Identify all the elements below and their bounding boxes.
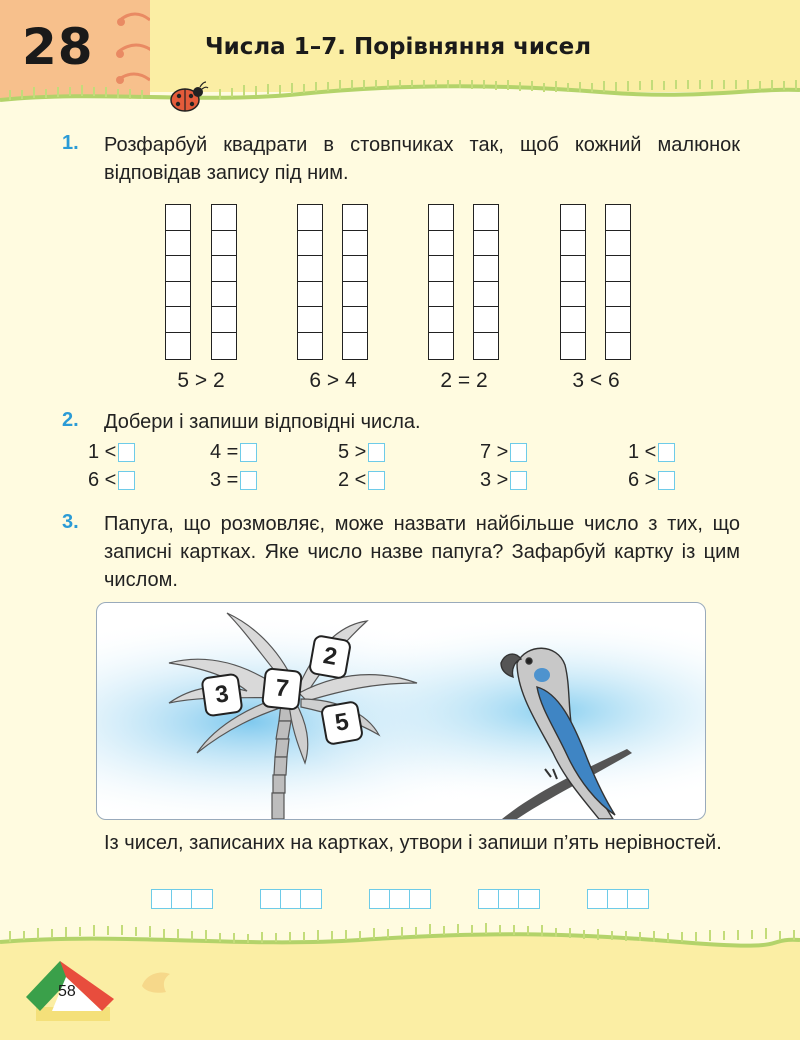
square-column (560, 204, 586, 360)
answer-triple-box[interactable] (260, 889, 322, 909)
grass-border-bottom (0, 918, 800, 958)
comparison-item: 3 = (210, 468, 257, 492)
comparison-item: 5 > (338, 440, 385, 464)
color-square[interactable] (343, 282, 367, 308)
comparison-item: 1 < (88, 440, 135, 464)
page-number: 58 (58, 983, 76, 1000)
color-square[interactable] (561, 282, 585, 308)
color-square[interactable] (561, 333, 585, 359)
grass-border-top (0, 80, 800, 108)
color-square[interactable] (298, 205, 322, 231)
color-square[interactable] (561, 307, 585, 333)
comparison-item: 1 < (628, 440, 675, 464)
leaf-decor-icon (138, 968, 174, 998)
color-square[interactable] (212, 333, 236, 359)
task2-text: Добери і запиши відповідні числа. (104, 411, 421, 433)
answer-box[interactable] (658, 443, 675, 462)
color-square[interactable] (606, 205, 630, 231)
color-square[interactable] (429, 282, 453, 308)
task1-expression: 5 > 2 (177, 369, 225, 392)
color-square[interactable] (474, 256, 498, 282)
color-square[interactable] (343, 231, 367, 257)
answer-box[interactable] (118, 471, 135, 490)
task1-expression: 6 > 4 (309, 369, 357, 392)
color-square[interactable] (606, 282, 630, 308)
color-square[interactable] (298, 231, 322, 257)
square-column (605, 204, 631, 360)
color-square[interactable] (166, 205, 190, 231)
square-column (165, 204, 191, 360)
number-card[interactable]: 3 (200, 673, 243, 718)
color-square[interactable] (298, 307, 322, 333)
lesson-title: Числа 1–7. Порівняння чисел (205, 34, 592, 60)
color-square[interactable] (212, 231, 236, 257)
answer-triple-box[interactable] (151, 889, 213, 909)
comparison-item: 7 > (480, 440, 527, 464)
answer-box[interactable] (658, 471, 675, 490)
color-square[interactable] (429, 256, 453, 282)
color-square[interactable] (298, 256, 322, 282)
comparison-item: 6 > (628, 468, 675, 492)
task4-text: Із чисел, записаних на картках, утвори і запиши п’ять нерівностей. (104, 832, 722, 854)
answer-triple-box[interactable] (478, 889, 540, 909)
color-square[interactable] (429, 231, 453, 257)
answer-box[interactable] (118, 443, 135, 462)
answer-box[interactable] (368, 471, 385, 490)
color-square[interactable] (606, 256, 630, 282)
color-square[interactable] (166, 307, 190, 333)
color-square[interactable] (474, 307, 498, 333)
color-square[interactable] (606, 307, 630, 333)
illustration-art (97, 603, 705, 819)
color-square[interactable] (429, 333, 453, 359)
comparison-item: 2 < (338, 468, 385, 492)
answer-box[interactable] (240, 471, 257, 490)
color-square[interactable] (212, 205, 236, 231)
color-square[interactable] (474, 282, 498, 308)
square-column (211, 204, 237, 360)
color-square[interactable] (474, 205, 498, 231)
square-column (297, 204, 323, 360)
comparison-item: 4 = (210, 440, 257, 464)
color-square[interactable] (343, 307, 367, 333)
square-column (342, 204, 368, 360)
answer-box[interactable] (368, 443, 385, 462)
answer-box[interactable] (510, 471, 527, 490)
color-square[interactable] (166, 333, 190, 359)
answer-box[interactable] (510, 443, 527, 462)
color-square[interactable] (343, 256, 367, 282)
color-square[interactable] (212, 307, 236, 333)
color-square[interactable] (474, 231, 498, 257)
task1-expression: 2 = 2 (440, 369, 488, 392)
color-square[interactable] (606, 333, 630, 359)
color-square[interactable] (606, 231, 630, 257)
color-square[interactable] (343, 205, 367, 231)
task1-number: 1. (62, 132, 79, 154)
task3-text: Папуга, що розмовляє, може назвати найбільше число з тих, що записні картках. Яке число назве папуга? Зафарбуй картку із цим числом. (104, 513, 740, 591)
color-square[interactable] (561, 231, 585, 257)
color-square[interactable] (429, 307, 453, 333)
color-square[interactable] (212, 282, 236, 308)
task1-text: Розфарбуй квадрати в стовпчиках так, щоб кожний малюнок відповідав запису під ним. (104, 134, 740, 184)
number-card[interactable]: 5 (320, 700, 364, 746)
color-square[interactable] (561, 256, 585, 282)
ladybug-icon (165, 80, 209, 114)
color-square[interactable] (298, 282, 322, 308)
number-card[interactable]: 2 (308, 634, 352, 680)
square-column (428, 204, 454, 360)
number-card[interactable]: 7 (261, 667, 303, 711)
color-square[interactable] (298, 333, 322, 359)
square-column (473, 204, 499, 360)
palm-parrot-illustration (96, 602, 706, 820)
task2-number: 2. (62, 409, 79, 431)
comparison-item: 6 < (88, 468, 135, 492)
color-square[interactable] (166, 231, 190, 257)
color-square[interactable] (474, 333, 498, 359)
color-square[interactable] (429, 205, 453, 231)
color-square[interactable] (212, 256, 236, 282)
answer-triple-box[interactable] (369, 889, 431, 909)
task3-number: 3. (62, 511, 79, 533)
lesson-number: 28 (22, 18, 94, 76)
comparison-item: 3 > (480, 468, 527, 492)
answer-triple-box[interactable] (587, 889, 649, 909)
color-square[interactable] (166, 256, 190, 282)
task1-expression: 3 < 6 (572, 369, 620, 392)
color-square[interactable] (343, 333, 367, 359)
answer-box[interactable] (240, 443, 257, 462)
color-square[interactable] (166, 282, 190, 308)
color-square[interactable] (561, 205, 585, 231)
